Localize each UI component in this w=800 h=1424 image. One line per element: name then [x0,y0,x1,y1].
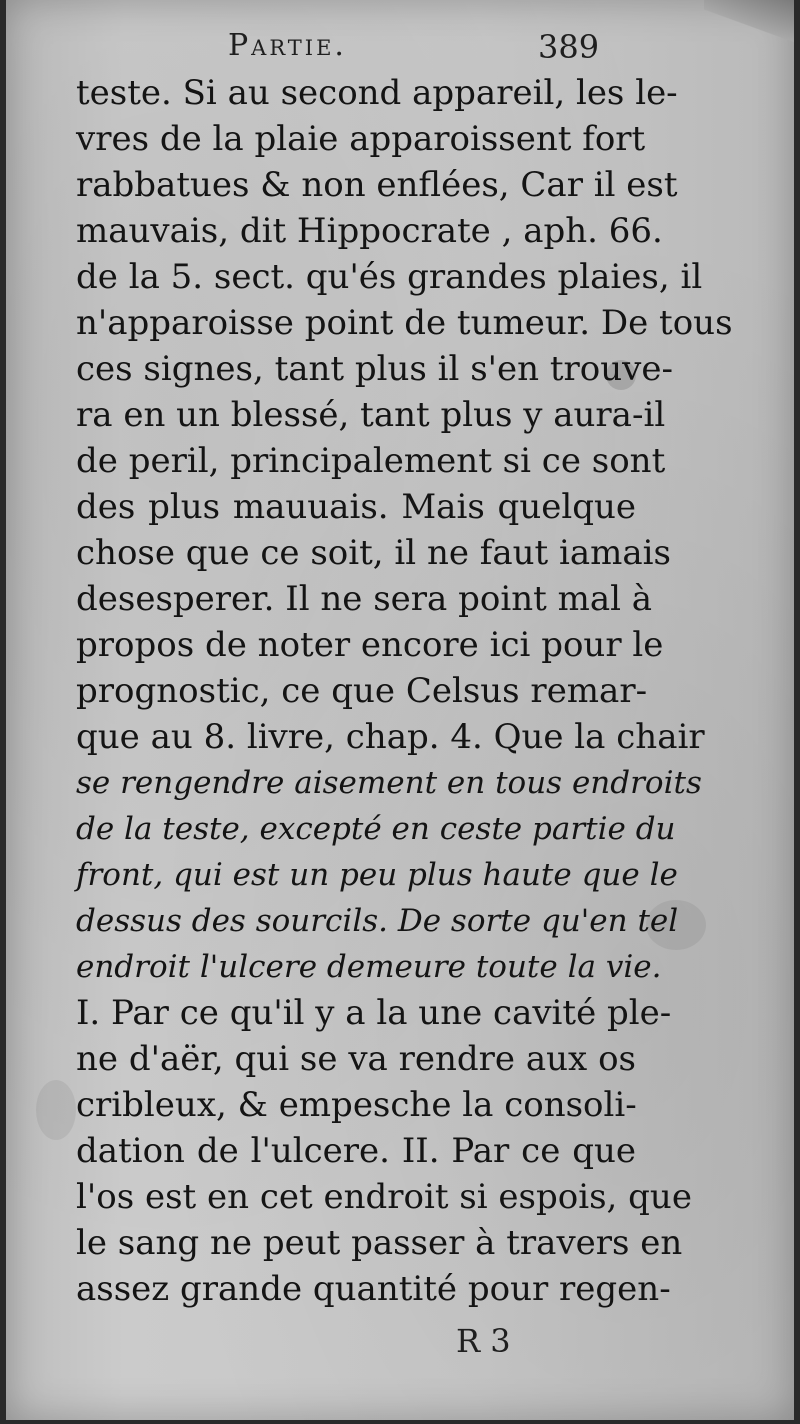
text-line: de peril, principalement si ce sont [76,441,666,481]
text-line: le sang ne peut passer à travers en [76,1223,683,1263]
text-line: dessus des sourcils. De sorte qu'en tel [76,903,679,939]
text-line: vres de la plaie apparoissent fort [76,119,646,159]
text-line: I. Par ce qu'il y a la une cavité ple- [76,993,672,1033]
text-line: ces signes, tant plus il s'en trouve- [76,349,673,389]
text-line: que au 8. livre, chap. 4. Que la chair [76,717,705,757]
ink-spot [36,1080,76,1140]
text-line: mauvais, dit Hippocrate , aph. 66. [76,211,663,251]
text-line: l'os est en cet endroit si espois, que [76,1177,692,1217]
text-line: teste. Si au second appareil, les le- [76,73,678,113]
text-line: endroit l'ulcere demeure toute la vie. [76,949,662,985]
text-line: dation de l'ulcere. II. Par ce que [76,1131,636,1171]
text-line: ra en un blessé, tant plus y aura-il [76,395,666,435]
text-line: de la teste, excepté en ceste partie du [76,811,676,847]
text-line: des plus mauuais. Mais quelque [76,487,636,527]
text-line: ne d'aër, qui se va rendre aux os [76,1039,636,1079]
text-line: propos de noter encore ici pour le [76,625,664,665]
text-line: rabbatues & non enflées, Car il est [76,165,678,205]
text-line: prognostic, ce que Celsus remar- [76,671,648,711]
text-line: desesperer. Il ne sera point mal à [76,579,653,619]
text-line: se rengendre aisement en tous endroits [76,765,702,801]
text-line: n'apparoisse point de tumeur. De tous [76,303,733,343]
book-page [6,0,794,1420]
running-head: Partie. [228,28,347,63]
body-text [76,70,733,1312]
text-line: cribleux, & empesche la consoli- [76,1085,637,1125]
text-line: de la 5. sect. qu'és grandes plaies, il [76,257,703,297]
text-line: assez grande quantité pour regen- [76,1269,671,1309]
signature-mark: R 3 [456,1322,511,1360]
text-line: chose que ce soit, il ne faut iamais [76,533,671,573]
page-number: 389 [538,28,600,66]
text-line: front, qui est un peu plus haute que le [76,857,678,893]
